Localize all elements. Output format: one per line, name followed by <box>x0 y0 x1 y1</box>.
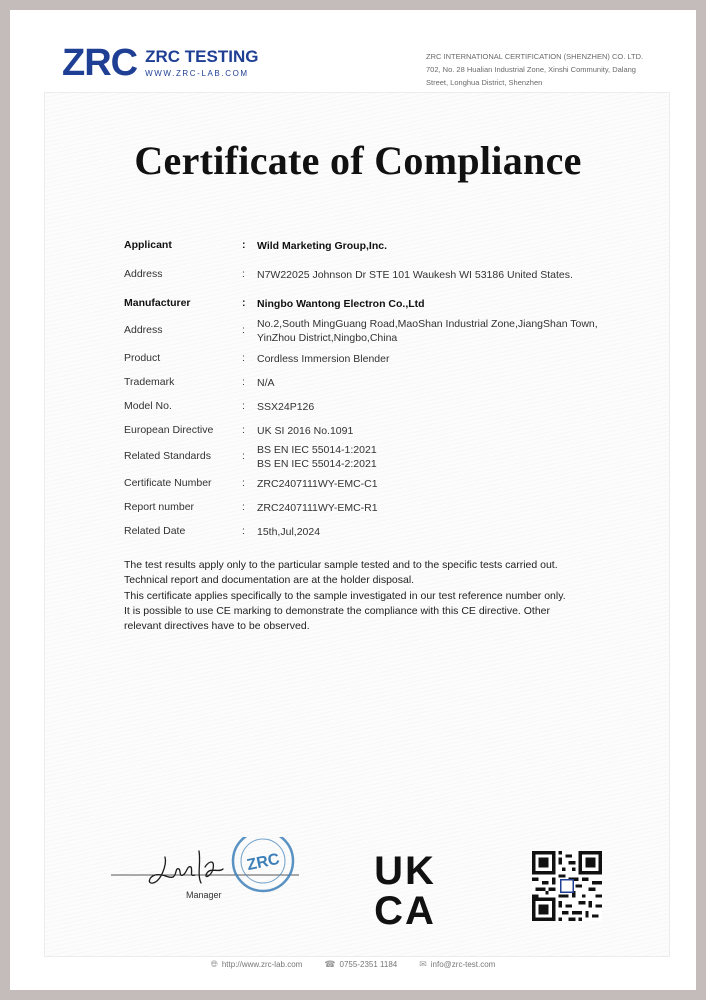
field-colon: : <box>242 239 246 251</box>
note-line: This certificate applies specifically to the sample investigated in our test reference number only. <box>124 589 566 602</box>
field-applicant <box>124 239 644 253</box>
field-value: Cordless Immersion Blender <box>257 353 390 365</box>
website-text: http://www.zrc-lab.com <box>221 960 303 969</box>
field-label: European Directive <box>124 424 214 436</box>
company-stamp-icon <box>233 837 293 891</box>
field-label: Manufacturer <box>124 297 191 309</box>
field-manufacturer-address <box>124 317 644 345</box>
field-model <box>124 400 644 414</box>
field-value <box>257 443 644 471</box>
field-product <box>124 352 644 366</box>
standard-line-1: BS EN IEC 55014-1:2021 <box>257 444 377 456</box>
field-certificate-number <box>124 477 644 491</box>
phone-icon: ☎ <box>324 959 336 969</box>
field-label: Certificate Number <box>124 477 212 489</box>
note-line: Technical report and documentation are at the holder disposal. <box>124 574 415 587</box>
field-colon: : <box>242 297 246 309</box>
field-standards <box>124 443 644 471</box>
footer-website[interactable] <box>211 959 303 970</box>
field-colon: : <box>242 450 245 462</box>
field-label: Report number <box>124 501 195 513</box>
field-value: ZRC2407111WY-EMC-C1 <box>257 478 378 490</box>
note-line: The test results apply only to the particular sample tested and to the specific tests carried out. <box>124 559 558 571</box>
field-label: Trademark <box>124 376 175 388</box>
logo-mark: ZRC <box>62 42 138 84</box>
company-info <box>426 50 676 89</box>
certificate-title: Certificate of Compliance <box>134 138 582 183</box>
signature-icon <box>103 837 303 897</box>
globe-icon: 🌐︎ <box>210 959 218 969</box>
address-line-1: No.2,South MingGuang Road,MaoShan Industrial Zone,JiangShan Town, <box>257 318 598 330</box>
logo-url: WWW.ZRC-LAB.COM <box>145 69 249 78</box>
certificate-page <box>10 10 696 990</box>
email-text: info@zrc-test.com <box>430 960 496 969</box>
field-value: N7W22025 Johnson Dr STE 101 Waukesh WI 53186 United States. <box>257 269 573 281</box>
certificate-body <box>44 92 670 957</box>
field-colon: : <box>242 352 245 364</box>
field-colon: : <box>242 477 245 489</box>
field-label: Product <box>124 352 161 364</box>
logo-title: ZRC TESTING <box>145 47 259 66</box>
field-label: Applicant <box>124 239 172 251</box>
field-colon: : <box>242 525 245 537</box>
field-label: Address <box>124 324 163 336</box>
field-value: ZRC2407111WY-EMC-R1 <box>257 502 378 514</box>
field-label: Related Date <box>124 525 186 537</box>
field-value: UK SI 2016 No.1091 <box>257 425 354 437</box>
ukca-line-1: UK <box>374 849 436 893</box>
field-report-number <box>124 501 644 515</box>
ukca-line-2: CA <box>374 889 436 928</box>
field-value: N/A <box>257 377 275 389</box>
qr-code-icon <box>532 851 602 921</box>
address-line-2: YinZhou District,Ningbo,China <box>257 332 398 344</box>
logo-text <box>145 48 258 78</box>
field-colon: : <box>242 424 245 436</box>
ukca-mark-icon <box>365 848 445 928</box>
field-value: Wild Marketing Group,Inc. <box>257 240 387 252</box>
zrc-logo <box>62 44 258 82</box>
footer <box>10 959 696 970</box>
company-line-2: 702, No. 28 Hualian Industrial Zone, Xinshi Community, Dalang <box>426 65 636 74</box>
field-value <box>257 317 644 345</box>
field-colon: : <box>242 501 245 513</box>
field-related-date <box>124 525 644 539</box>
field-colon: : <box>242 376 245 388</box>
field-value: Ningbo Wantong Electron Co.,Ltd <box>257 298 425 310</box>
field-colon: : <box>242 324 245 336</box>
field-applicant-address <box>124 268 644 282</box>
footer-email[interactable] <box>419 959 495 970</box>
field-label: Model No. <box>124 400 172 412</box>
field-trademark <box>124 376 644 390</box>
manager-label: Manager <box>186 890 222 900</box>
standard-line-2: BS EN IEC 55014-2:2021 <box>257 458 377 470</box>
note-line: It is possible to use CE marking to demonstrate the compliance with this CE directive. Other <box>124 604 551 617</box>
email-icon: ✉ <box>419 959 427 969</box>
field-directive <box>124 424 644 438</box>
footer-phone <box>324 959 397 970</box>
field-value: SSX24P126 <box>257 401 315 413</box>
stamp-text: ZRC <box>245 850 282 875</box>
certificate-notes <box>124 558 604 634</box>
note-line: relevant directives have to be observed. <box>124 620 310 633</box>
field-manufacturer <box>124 297 644 311</box>
company-line-1: ZRC INTERNATIONAL CERTIFICATION (SHENZHEN) CO. LTD. <box>426 52 644 61</box>
phone-text: 0755-2351 1184 <box>339 960 398 969</box>
field-label: Address <box>124 268 163 280</box>
field-colon: : <box>242 400 245 412</box>
company-line-3: Street, Longhua District, Shenzhen <box>426 78 543 87</box>
field-colon: : <box>242 268 245 280</box>
field-value: 15th,Jul,2024 <box>257 526 321 538</box>
field-label: Related Standards <box>124 450 211 462</box>
